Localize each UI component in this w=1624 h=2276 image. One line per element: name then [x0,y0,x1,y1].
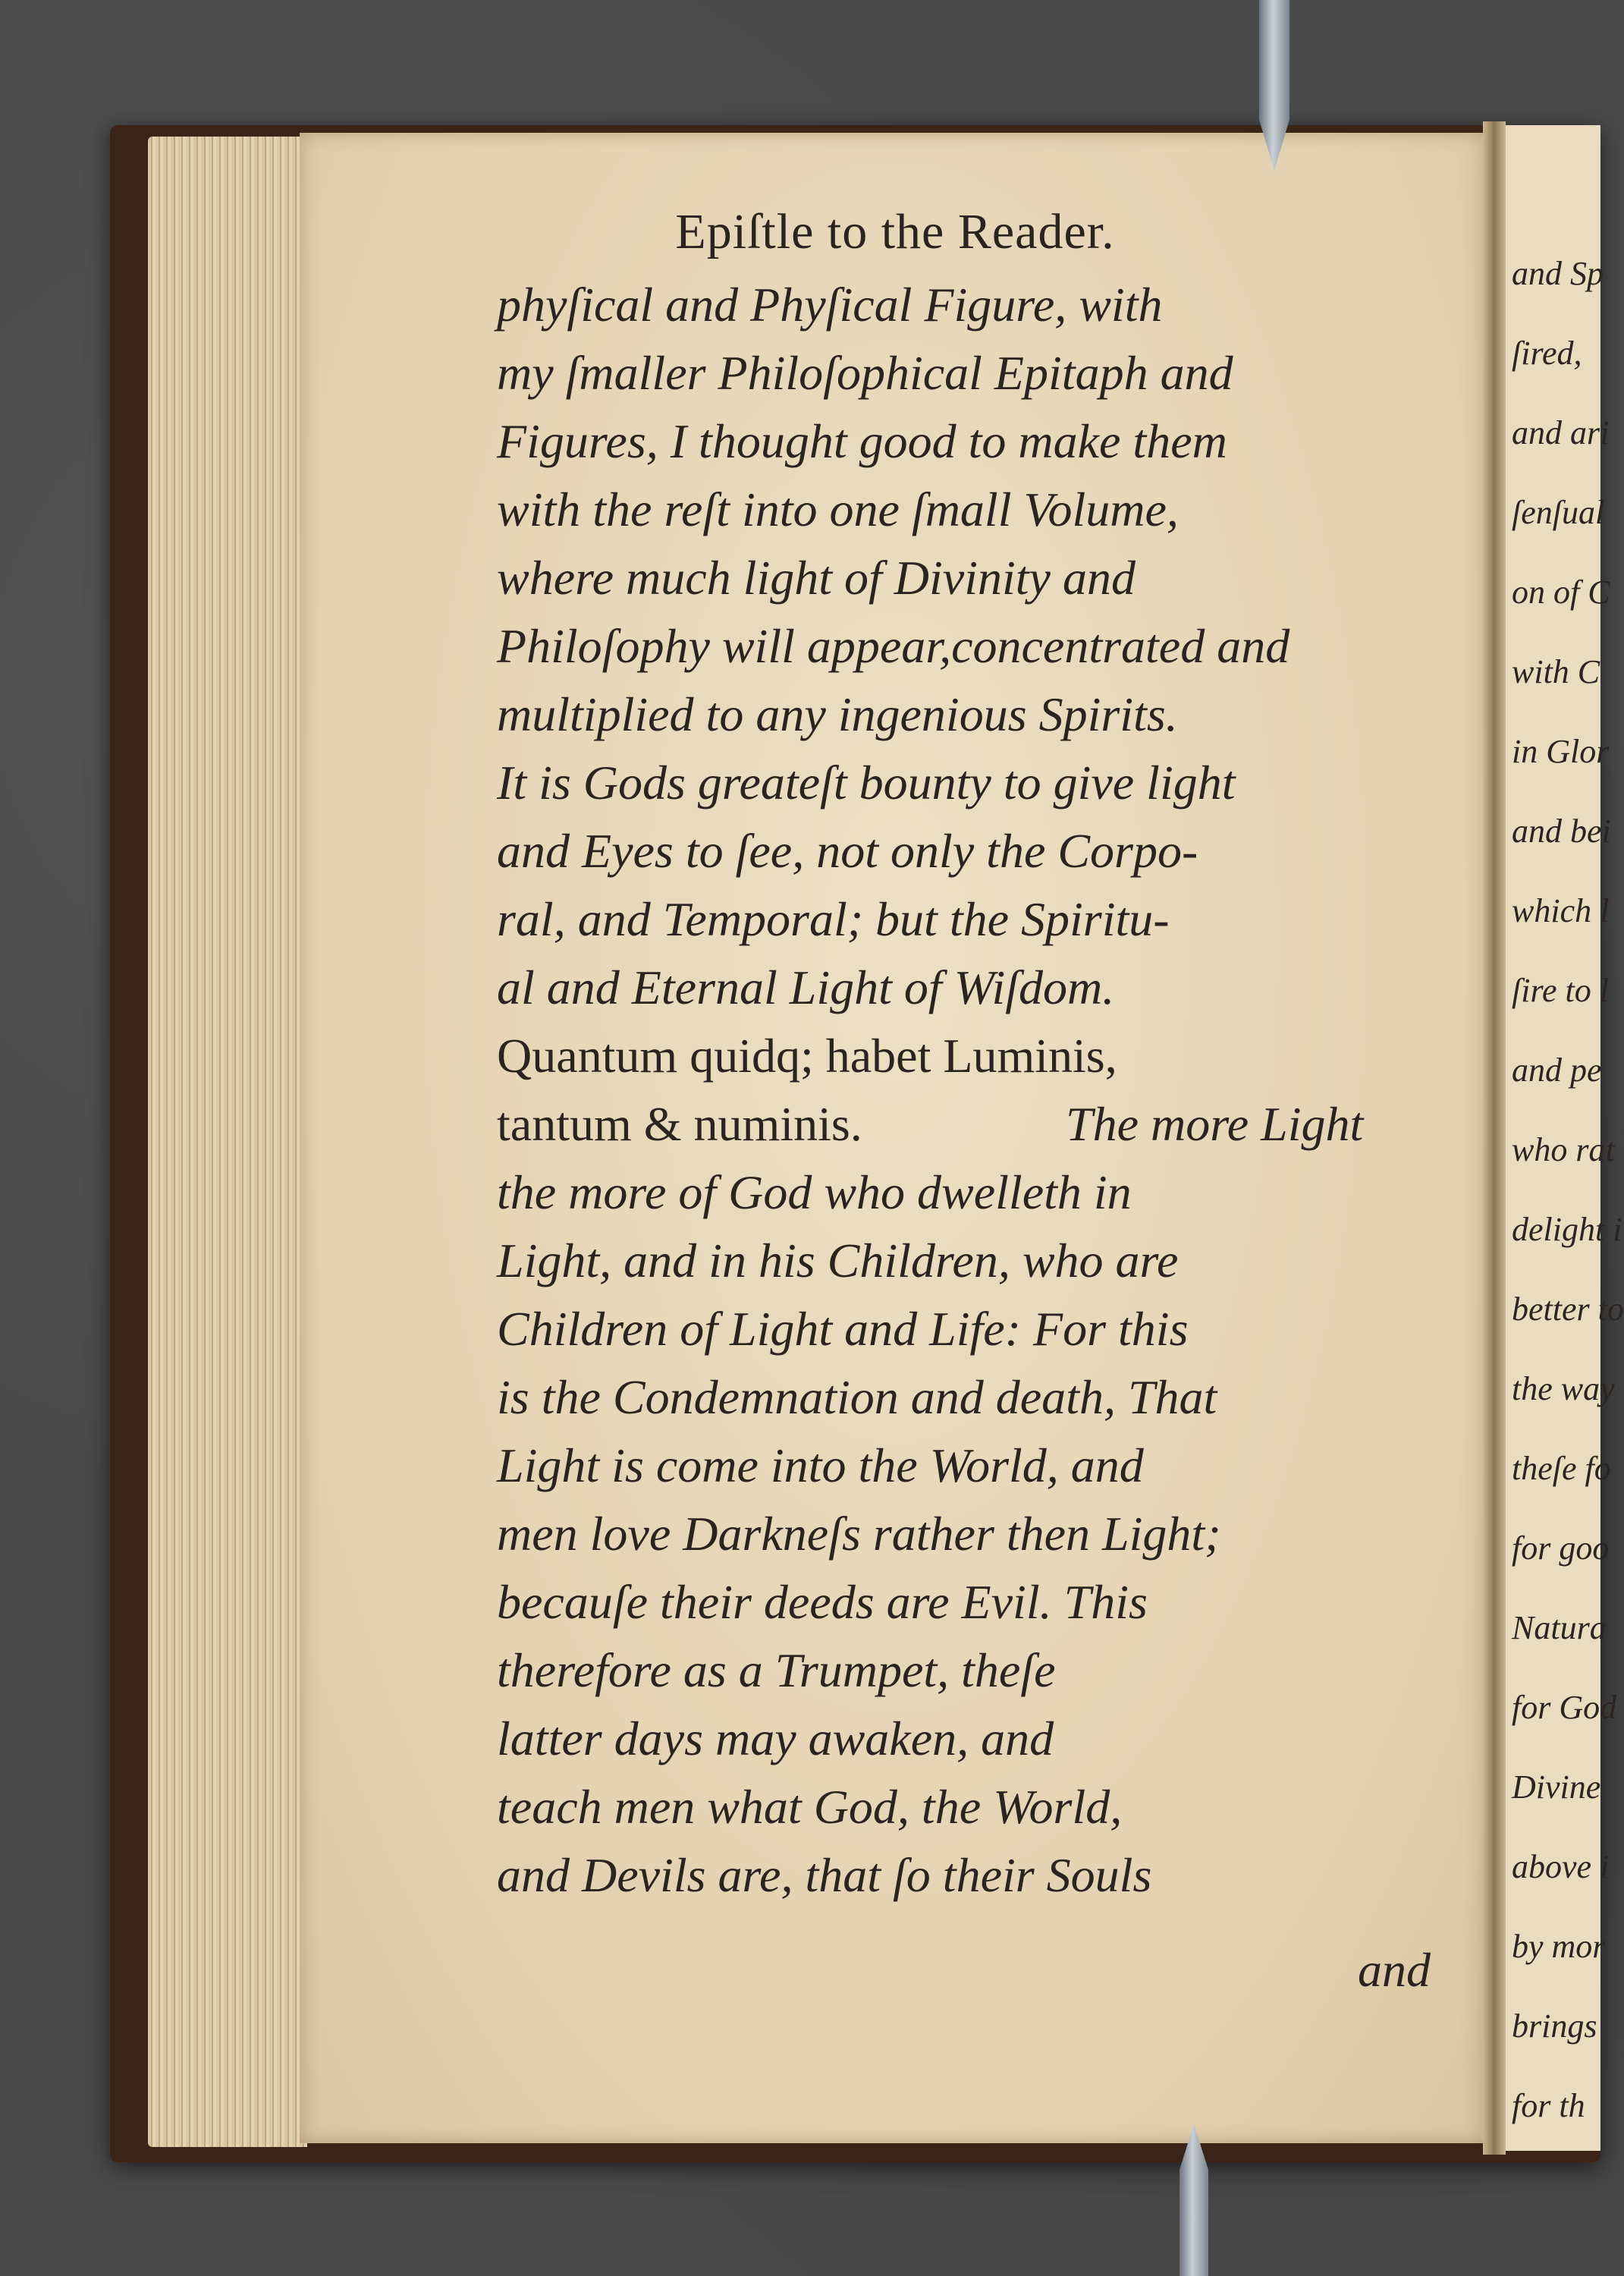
facing-line: Natura [1512,1609,1607,1646]
text-line: phyſical and Phyſical Figure, with [497,278,1163,332]
text-line: Light is come into the World, and [497,1438,1144,1492]
facing-line: with C [1512,653,1600,690]
text-line: It is Gods greateſt bounty to give light [497,756,1236,809]
text-line: therefore as a Trumpet, theſe [497,1643,1056,1697]
text-line: ral, and Temporal; but the Spiritu- [497,892,1170,946]
text-line: where much light of Divinity and [497,551,1136,605]
facing-line: and Sp [1512,255,1604,292]
text-line: the more of God who dwelleth in [497,1165,1132,1219]
facing-line: and bei [1512,813,1611,850]
facing-line: by mor [1512,1928,1606,1965]
text-line: Children of Light and Life: For this [497,1302,1189,1356]
facing-line: theſe fo [1512,1450,1611,1487]
text-line: and Eyes to ſee, not only the Corpo- [497,824,1198,878]
facing-line: above i [1512,1848,1610,1885]
text-line: Philoſophy will appear,concentrated and [497,619,1290,673]
book-gutter [1483,121,1506,2155]
facing-line: ſire to l [1512,972,1609,1009]
facing-line: for th [1512,2087,1585,2124]
text-line: men love Darkneſs rather then Light; [497,1507,1221,1561]
facing-line: who rat [1512,1131,1615,1168]
text-line-segment: The more Light [1066,1097,1364,1151]
facing-line: ſenſual [1512,494,1605,531]
page-edges [148,137,307,2147]
text-line: becauſe their deeds are Evil. This [497,1575,1148,1629]
facing-page [1506,125,1624,2151]
text-line: al and Eternal Light of Wiſdom. [497,960,1115,1014]
catchword: and [1358,1943,1431,1997]
text-line-latin: tantum & numinis. [497,1097,862,1151]
running-head: Epiſtle to the Reader. [675,204,1115,259]
facing-line: Divine [1512,1768,1601,1806]
facing-line: for goo [1512,1529,1610,1567]
text-line: is the Condemnation and death, That [497,1370,1217,1424]
facing-line: brings [1512,2007,1597,2045]
facing-line: delight i [1512,1211,1622,1248]
text-line: my ſmaller Philoſophical Epitaph and [497,346,1233,400]
text-line: Figures, I thought good to make them [497,414,1227,468]
facing-line: and ari [1512,414,1610,451]
text-line: and Devils are, that ſo their Souls [497,1848,1152,1902]
text-line: with the reſt into one ſmall Volume, [497,483,1179,536]
text-line: latter days may awaken, and [497,1712,1054,1765]
facing-line: which l [1512,892,1610,929]
facing-line: ſired, [1512,335,1582,372]
facing-line: the way [1512,1370,1615,1407]
facing-line: and pe [1512,1052,1602,1089]
text-line-latin: Quantum quidq; habet Luminis, [497,1029,1117,1083]
text-line: Light, and in his Children, who are [497,1234,1179,1287]
facing-line: on of C [1512,574,1610,611]
text-line: teach men what God, the World, [497,1780,1123,1834]
facing-line: in Glor [1512,733,1610,770]
text-line: multiplied to any ingenious Spirits. [497,687,1178,741]
facing-line: for God [1512,1689,1617,1726]
facing-line: better to [1512,1290,1624,1328]
